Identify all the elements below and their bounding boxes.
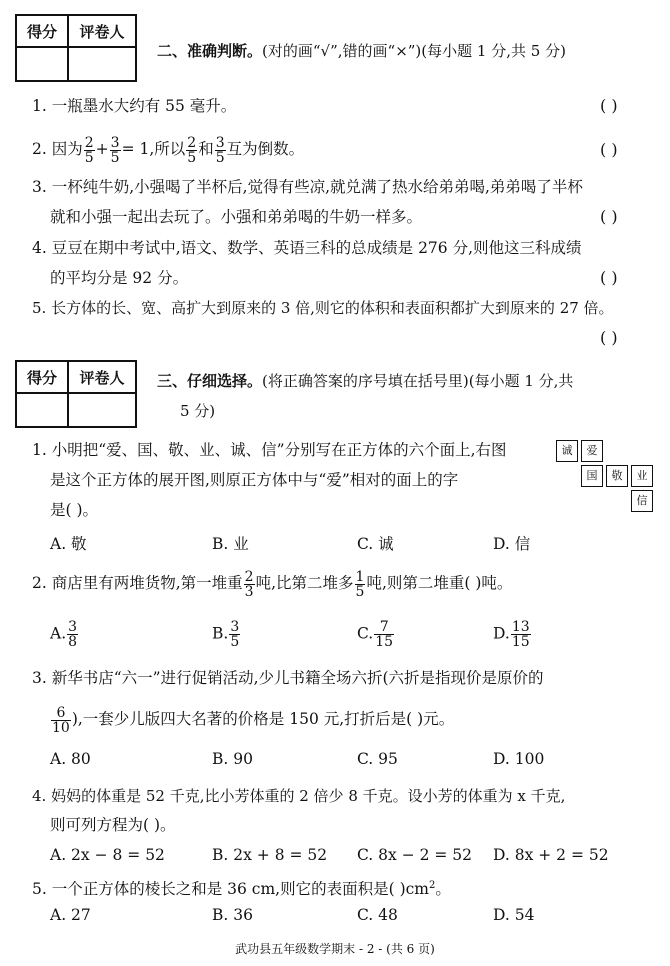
choice-q2: 2. 商店里有两堆货物,第一堆重 $\frac{2}{3}$ 吨,比第二堆多 $\frac{1}{5}$ 吨,则第二堆重( )吨。 xyxy=(32,568,513,600)
choice-q4-line1: 4. 妈妈的体重是 52 千克,比小芳体重的 2 倍少 8 千克。设小芳的体重为 x 千克, xyxy=(32,787,566,805)
section3-desc: (将正确答案的序号填在括号里)(每小题 1 分,共 xyxy=(262,372,574,390)
judge-q5: 5. 长方体的长、宽、高扩大到原来的 3 倍,则它的体积和表面积都扩大到原来的 27 倍。 xyxy=(32,299,614,317)
judge-q3-answer[interactable]: ( ) xyxy=(600,207,618,226)
choice-q1-line2: 是这个正方体的展开图,则原正方体中与“爱”相对的面上的字 xyxy=(50,471,459,489)
score-box-section3 xyxy=(15,360,137,428)
section3-desc-cont: 5 分) xyxy=(180,402,216,420)
choice-q2-option-a[interactable]: A. $\frac{3}{8}$ xyxy=(50,619,78,650)
section3-heading xyxy=(157,370,573,391)
judge-q4-line2: 的平均分是 92 分。 xyxy=(50,269,189,287)
choice-q3-option-b[interactable]: B. 90 xyxy=(212,750,253,768)
choice-q1-option-a[interactable]: A. 敬 xyxy=(50,535,87,553)
choice-q4-option-c[interactable]: C. 8x − 2 = 52 xyxy=(357,846,473,864)
fraction-1-5: $\frac{1}{5}$ xyxy=(355,568,365,600)
choice-q5-option-d[interactable]: D. 54 xyxy=(493,906,535,924)
choice-q1-option-b[interactable]: B. 业 xyxy=(212,535,249,553)
choice-q2-option-b[interactable]: B. $\frac{3}{5}$ xyxy=(212,619,240,650)
fraction-6-10: $\frac{6}{10}$ xyxy=(52,704,70,736)
choice-q1-line1: 1. 小明把“爱、国、敬、业、诚、信”分别写在正方体的六个面上,右图 xyxy=(32,441,507,459)
net-face: 诚 xyxy=(556,440,578,462)
grader-header: 评卷人 xyxy=(68,361,136,393)
net-face: 业 xyxy=(631,465,653,487)
fraction-3-5: $\frac{3}{5}$ xyxy=(110,134,120,166)
page-footer: 武功县五年级数学期末 - 2 - (共 6 页) xyxy=(235,942,435,956)
choice-q5-option-c[interactable]: C. 48 xyxy=(357,906,398,924)
score-header: 得分 xyxy=(16,15,68,47)
fraction-2-3: $\frac{2}{3}$ xyxy=(244,568,254,600)
choice-q1-option-d[interactable]: D. 信 xyxy=(493,535,531,553)
net-face: 国 xyxy=(581,465,603,487)
section2-heading xyxy=(157,40,566,61)
judge-q1: 1. 一瓶墨水大约有 55 毫升。 xyxy=(32,97,237,115)
section2-title: 二、准确判断。 xyxy=(157,42,263,60)
choice-q2-option-d[interactable]: D. $\frac{13}{15}$ xyxy=(493,619,530,650)
choice-q5-option-a[interactable]: A. 27 xyxy=(50,906,91,924)
choice-q5-option-b[interactable]: B. 36 xyxy=(212,906,253,924)
net-face: 信 xyxy=(631,490,653,512)
judge-q4-answer[interactable]: ( ) xyxy=(600,268,618,287)
grader-header: 评卷人 xyxy=(68,15,136,47)
score-cell[interactable] xyxy=(16,47,68,81)
score-box-section2 xyxy=(15,14,137,82)
fraction-3-5: $\frac{3}{5}$ xyxy=(215,134,225,166)
choice-q1-line3: 是( )。 xyxy=(50,501,99,519)
choice-q3-option-a[interactable]: A. 80 xyxy=(50,750,91,768)
net-face: 爱 xyxy=(581,440,603,462)
choice-q4-line2: 则可列方程为( )。 xyxy=(50,816,176,834)
choice-q2-option-c[interactable]: C. $\frac{7}{15}$ xyxy=(357,619,394,650)
choice-q3-option-c[interactable]: C. 95 xyxy=(357,750,398,768)
judge-q1-answer[interactable]: ( ) xyxy=(600,96,618,115)
choice-q3-option-d[interactable]: D. 100 xyxy=(493,750,545,768)
section3-title: 三、仔细选择。 xyxy=(157,372,263,390)
fraction-2-5: $\frac{2}{5}$ xyxy=(187,134,197,166)
choice-q1-option-c[interactable]: C. 诚 xyxy=(357,535,394,553)
choice-q3-line2: $\frac{6}{10}$ ),一套少儿版四大名著的价格是 150 元,打折后是( )元。 xyxy=(52,704,455,736)
choice-q3-line1: 3. 新华书店“六一”进行促销活动,少儿书籍全场六折(六折是指现价是原价的 xyxy=(32,669,544,687)
score-header: 得分 xyxy=(16,361,68,393)
grader-cell[interactable] xyxy=(68,47,136,81)
judge-q3-line1: 3. 一杯纯牛奶,小强喝了半杯后,觉得有些凉,就兑满了热水给弟弟喝,弟弟喝了半杯 xyxy=(32,178,583,196)
judge-q5-answer[interactable]: ( ) xyxy=(600,328,618,347)
fraction-2-5: $\frac{2}{5}$ xyxy=(84,134,94,166)
net-face: 敬 xyxy=(606,465,628,487)
choice-q4-option-b[interactable]: B. 2x + 8 = 52 xyxy=(212,846,328,864)
grader-cell[interactable] xyxy=(68,393,136,427)
judge-q2-answer[interactable]: ( ) xyxy=(600,140,618,159)
judge-q2: 2. 因为 $\frac{2}{5}$ + $\frac{3}{5}$ = 1,所以 $\frac{2}{5}$ 和 $\frac{3}{5}$ 互为倒数。 xyxy=(32,134,305,166)
judge-q4-line1: 4. 豆豆在期中考试中,语文、数学、英语三科的总成绩是 276 分,则他这三科成绩 xyxy=(32,239,582,257)
section2-desc: (对的画“√”,错的画“×”)(每小题 1 分,共 5 分) xyxy=(262,42,566,60)
judge-q3-line2: 就和小强一起出去玩了。小强和弟弟喝的牛奶一样多。 xyxy=(50,208,423,226)
score-cell[interactable] xyxy=(16,393,68,427)
choice-q4-option-a[interactable]: A. 2x − 8 = 52 xyxy=(50,846,165,864)
choice-q5: 5. 一个正方体的棱长之和是 36 cm,则它的表面积是( )$cm^2$。 xyxy=(32,880,451,899)
choice-q4-option-d[interactable]: D. 8x + 2 = 52 xyxy=(493,846,609,864)
